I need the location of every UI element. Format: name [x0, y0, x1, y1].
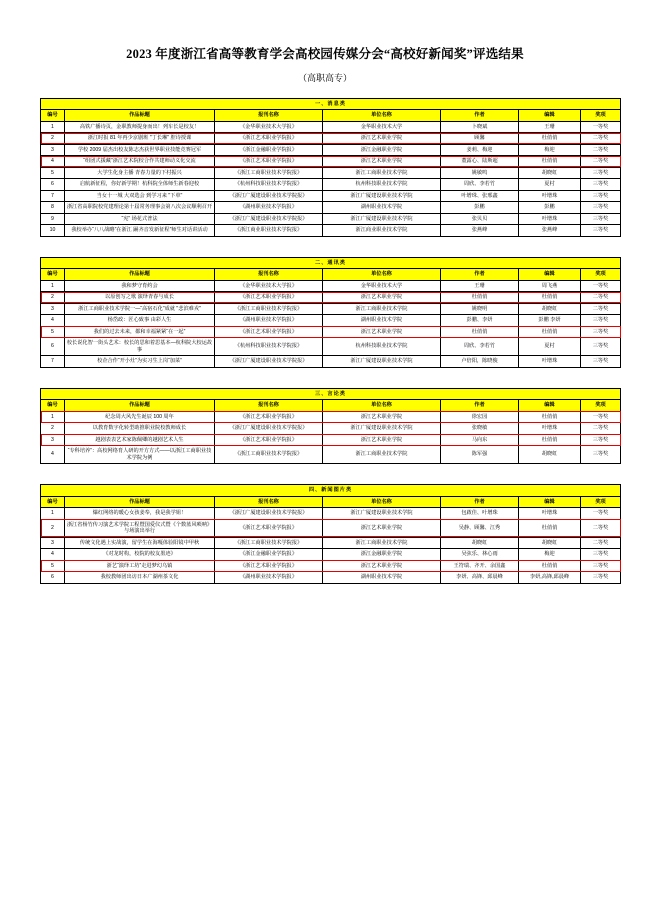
results-table [40, 484, 621, 584]
cell-author: 卢倍阳，陈晓俊 [441, 356, 519, 368]
cell-no: 1 [41, 411, 65, 423]
section-heading: 二、通讯类 [41, 257, 621, 269]
table-row [41, 213, 621, 225]
cell-paper: 《湖州职业技术学院报》 [215, 572, 323, 584]
cell-editor: 胡晓虹 [519, 537, 581, 549]
cell-award: 三等奖 [581, 326, 621, 338]
table-row [41, 549, 621, 561]
award-section [40, 257, 610, 368]
column-header: 编号 [41, 110, 65, 122]
cell-editor: 杜俏俏 [519, 292, 581, 304]
cell-editor: 周飞燕 [519, 280, 581, 292]
cell-editor: 胡晓虹 [519, 167, 581, 179]
cell-paper: 《浙江广厦建设职业技术学院报》 [215, 213, 323, 225]
cell-editor: 彭鹏 [519, 202, 581, 214]
cell-no: 2 [41, 519, 65, 537]
table-row [41, 446, 621, 464]
table-row [41, 144, 621, 156]
cell-editor: 杜俏俏 [519, 434, 581, 446]
cell-author: 彭鹏、李妍 [441, 315, 519, 327]
cell-award: 三等奖 [581, 315, 621, 327]
cell-author: 王珊 [441, 280, 519, 292]
cell-award: 三等奖 [581, 167, 621, 179]
table-row [41, 560, 621, 572]
cell-no: 9 [41, 213, 65, 225]
cell-unit: 浙江艺术职业学院 [323, 326, 441, 338]
cell-editor: 彭鹏 李妍 [519, 315, 581, 327]
cell-unit: 浙江广厦建设职业技术学院 [323, 508, 441, 520]
cell-paper: 《浙江广厦建设职业技术学院报》 [215, 423, 323, 435]
cell-paper: 《浙江艺术职业学院报》 [215, 434, 323, 446]
column-header: 单位名称 [323, 269, 441, 281]
column-header: 编号 [41, 400, 65, 412]
column-header: 编号 [41, 496, 65, 508]
section-heading: 四、新闻图片类 [41, 485, 621, 497]
table-row [41, 133, 621, 145]
column-header: 奖项 [581, 496, 621, 508]
table-row [41, 572, 621, 584]
column-header: 作者 [441, 496, 519, 508]
column-header-row [41, 496, 621, 508]
cell-award: 二等奖 [581, 156, 621, 168]
cell-editor: 夏村 [519, 179, 581, 191]
cell-paper: 《浙江艺术职业学院报》 [215, 156, 323, 168]
cell-unit: 金华职业技术大学 [323, 121, 441, 133]
cell-paper: 《浙江广厦建设职业技术学院报》 [215, 508, 323, 520]
cell-author: 周欣、李若竹 [441, 338, 519, 356]
cell-paper: 《浙江艺术职业学院报》 [215, 292, 323, 304]
cell-editor: 胡晓虹 [519, 303, 581, 315]
table-row [41, 356, 621, 368]
cell-author: 陈军强 [441, 446, 519, 464]
table-row [41, 292, 621, 304]
cell-author: 顾馨 [441, 133, 519, 145]
cell-editor: 杜俏俏 [519, 326, 581, 338]
cell-author: 吴静、顾馨、江秀 [441, 519, 519, 537]
cell-unit: 浙江广厦建设职业技术学院 [323, 423, 441, 435]
cell-no: 3 [41, 144, 65, 156]
column-header: 作者 [441, 110, 519, 122]
cell-title: 学校 2009 届杰出校友陈志杰获世界职业技能竞赛冠军 [65, 144, 215, 156]
cell-award: 二等奖 [581, 292, 621, 304]
cell-no: 2 [41, 292, 65, 304]
table-row [41, 156, 621, 168]
cell-author: 胡晓虹 [441, 537, 519, 549]
sections-container [40, 98, 610, 584]
cell-title: “组团式援藏”浙江艺术院校合作共建师动义化交流 [65, 156, 215, 168]
table-row [41, 167, 621, 179]
cell-title: 启航新征程，你好新学期！杭科院全体师生新春迎校 [65, 179, 215, 191]
cell-no: 3 [41, 434, 65, 446]
cell-title: 纪念周大风先生诞辰 100 周年 [65, 411, 215, 423]
cell-author: 马向东 [441, 434, 519, 446]
cell-award: 二等奖 [581, 423, 621, 435]
cell-award: 三等奖 [581, 190, 621, 202]
cell-paper: 《浙江艺术职业学院报》 [215, 411, 323, 423]
cell-author: 叶增珠、张邢鑫 [441, 190, 519, 202]
cell-no: 2 [41, 423, 65, 435]
column-header: 编辑 [519, 110, 581, 122]
cell-unit: 浙江广厦建设职业技术学院 [323, 356, 441, 368]
cell-unit: 浙江工商职业技术学院 [323, 303, 441, 315]
cell-editor: 梅迎 [519, 144, 581, 156]
cell-no: 6 [41, 179, 65, 191]
cell-award: 一等奖 [581, 508, 621, 520]
cell-title: 浙江工商职业技术学院一—“高宿石化”成就 "悲滨难戎" [65, 303, 215, 315]
results-table [40, 257, 621, 368]
cell-author: 张贝贝 [441, 213, 519, 225]
table-row [41, 423, 621, 435]
cell-unit: 浙江金融职业学院 [323, 549, 441, 561]
cell-award: 二等奖 [581, 519, 621, 537]
column-header: 编辑 [519, 400, 581, 412]
cell-no: 1 [41, 121, 65, 133]
column-header: 报刊名称 [215, 496, 323, 508]
cell-title: 杨岱政：匠心致事 由彩人生 [65, 315, 215, 327]
page-title: 2023 年度浙江省高等教育学会高校园传媒分会“高校好新闻奖”评选结果 [126, 47, 524, 61]
cell-editor: 杜俏俏 [519, 133, 581, 145]
cell-award: 一等奖 [581, 411, 621, 423]
cell-title: 大学生化身主播 青春力量的下村振兴 [65, 167, 215, 179]
cell-award: 二等奖 [581, 133, 621, 145]
cell-editor: 叶增珠 [519, 213, 581, 225]
cell-unit: 浙江工商职业技术学院 [323, 167, 441, 179]
cell-paper: 《浙江艺术职业学院报》 [215, 560, 323, 572]
column-header-row [41, 110, 621, 122]
cell-title: 浙江省杨竹传习演艺术学院工程暨国爱仪式暨《个数蓝风唢呐》与场演出举行 [65, 519, 215, 537]
cell-paper: 《浙江工商职业技术学院报》 [215, 303, 323, 315]
award-section [40, 484, 610, 584]
cell-author: 周欣、李若竹 [441, 179, 519, 191]
column-header: 单位名称 [323, 496, 441, 508]
cell-paper: 《浙江艺术职业学院报》 [215, 326, 323, 338]
cell-no: 2 [41, 133, 65, 145]
cell-author: 董露心、陆斯超 [441, 156, 519, 168]
table-row [41, 303, 621, 315]
cell-paper: 《浙江艺术职业学院报》 [215, 519, 323, 537]
cell-award: 三等奖 [581, 572, 621, 584]
cell-paper: 《浙江工商职业技术学院报》 [215, 446, 323, 464]
cell-editor: 杜俏俏 [519, 156, 581, 168]
cell-author: 姚晓明 [441, 303, 519, 315]
cell-paper: 《杭州科技职业技术学院报》 [215, 338, 323, 356]
cell-title: 浙江省高职院校党建理论第十届常务理事会第八次会议顺利召开 [65, 202, 215, 214]
cell-paper: 《金华职业技术大学报》 [215, 280, 323, 292]
column-header: 作品标题 [65, 110, 215, 122]
cell-author: 李妍、高锋、邱晨峰 [441, 572, 519, 584]
column-header: 奖项 [581, 269, 621, 281]
cell-author: 卜晓斌 [441, 121, 519, 133]
table-row [41, 434, 621, 446]
cell-editor: 杜俏俏 [519, 519, 581, 537]
cell-unit: 浙江艺术职业学院 [323, 133, 441, 145]
table-row [41, 202, 621, 214]
table-row [41, 280, 621, 292]
cell-editor: 张燕峰 [519, 225, 581, 237]
column-header-row [41, 269, 621, 281]
cell-author: 徐宏园 [441, 411, 519, 423]
cell-unit: 浙江艺术职业学院 [323, 560, 441, 572]
cell-award: 三等奖 [581, 356, 621, 368]
column-header: 编辑 [519, 496, 581, 508]
column-header: 作者 [441, 269, 519, 281]
column-header: 作品标题 [65, 269, 215, 281]
cell-no: 4 [41, 315, 65, 327]
cell-award: 二等奖 [581, 144, 621, 156]
cell-award: 三等奖 [581, 213, 621, 225]
cell-editor: 叶增珠 [519, 356, 581, 368]
cell-unit: 湖州职业技术学院 [323, 315, 441, 327]
cell-award: 三等奖 [581, 560, 621, 572]
cell-title: 校企合作“开小灶”为实习生上岗“加菜” [65, 356, 215, 368]
cell-title: 当女十一城 大双选会 到学习来 "下单" [65, 190, 215, 202]
column-header: 报刊名称 [215, 400, 323, 412]
cell-author: 张晓敏 [441, 423, 519, 435]
cell-unit: 湖州职业技术学院 [323, 202, 441, 214]
cell-unit: 浙江广厦建设职业技术学院 [323, 213, 441, 225]
cell-title: “宪” 场花式普法 [65, 213, 215, 225]
cell-author: 包啟佳、叶增珠 [441, 508, 519, 520]
cell-author: 王符瑞、齐开、余国鑫 [441, 560, 519, 572]
column-header: 单位名称 [323, 110, 441, 122]
cell-unit: 浙江工商职业技术学院 [323, 537, 441, 549]
cell-no: 7 [41, 190, 65, 202]
cell-title: 以原创写之歌 演绎青春与成长 [65, 292, 215, 304]
cell-award: 三等奖 [581, 338, 621, 356]
column-header: 编辑 [519, 269, 581, 281]
table-row [41, 411, 621, 423]
column-header: 作品标题 [65, 496, 215, 508]
cell-unit: 浙江广厦建设职业技术学院 [323, 190, 441, 202]
column-header: 作品标题 [65, 400, 215, 412]
cell-award: 二等奖 [581, 537, 621, 549]
cell-editor: 叶增珠 [519, 423, 581, 435]
column-header: 编号 [41, 269, 65, 281]
cell-title: 传统文化遇上实战演，留学生在海嘎体验阳镜中甲秋 [65, 537, 215, 549]
cell-no: 1 [41, 280, 65, 292]
cell-award: 三等奖 [581, 434, 621, 446]
cell-unit: 湖州职业技术学院 [323, 572, 441, 584]
cell-no: 10 [41, 225, 65, 237]
cell-editor: 李妍,高锋,邱晨峰 [519, 572, 581, 584]
cell-title: 浙江时报 81 年再少京剧班 "丁长琳" 腔诗授课 [65, 133, 215, 145]
cell-award: 一等奖 [581, 280, 621, 292]
cell-title: 校长说化智一街头艺术：校长的思和着思基本—杭科院大校运故事 [65, 338, 215, 356]
cell-editor: 王珊 [519, 121, 581, 133]
cell-award: 三等奖 [581, 549, 621, 561]
table-row [41, 338, 621, 356]
cell-no: 7 [41, 356, 65, 368]
table-row [41, 508, 621, 520]
page-subtitle: （高职高专） [297, 72, 352, 83]
cell-editor: 夏村 [519, 338, 581, 356]
cell-award: 二等奖 [581, 303, 621, 315]
cell-title: 越剧表表艺术家陈佩卿的越剧艺术人生 [65, 434, 215, 446]
cell-unit: 浙江艺术职业学院 [323, 292, 441, 304]
column-header: 报刊名称 [215, 110, 323, 122]
cell-title: 《对龙时构，校院的校友墨迹》 [65, 549, 215, 561]
cell-editor: 梅迎 [519, 549, 581, 561]
cell-award: 三等奖 [581, 179, 621, 191]
cell-author: 杜俏俏 [441, 326, 519, 338]
cell-paper: 《浙江金融职业学院报》 [215, 549, 323, 561]
cell-editor: 杜俏俏 [519, 560, 581, 572]
cell-unit: 浙江艺术职业学院 [323, 434, 441, 446]
cell-title: “专科培养”：高校网络育人研的开方方式——以浙江工商职业技术学院为例 [65, 446, 215, 464]
cell-no: 5 [41, 560, 65, 572]
cell-editor: 杜俏俏 [519, 411, 581, 423]
cell-no: 3 [41, 303, 65, 315]
table-row [41, 121, 621, 133]
cell-author: 张燕峰 [441, 225, 519, 237]
cell-no: 5 [41, 326, 65, 338]
award-section [40, 388, 610, 465]
results-table [40, 388, 621, 465]
cell-title: 我们的过去未来，都和幸福紧紧“在一起” [65, 326, 215, 338]
cell-unit: 浙江金融职业学院 [323, 144, 441, 156]
table-row [41, 315, 621, 327]
table-row [41, 190, 621, 202]
table-row [41, 179, 621, 191]
cell-paper: 《浙江金融职业学院报》 [215, 144, 323, 156]
cell-title: 浙艺“演绎工坊”走进梦幻乌镇 [65, 560, 215, 572]
section-heading-row [41, 98, 621, 110]
cell-author: 姚敏鸣 [441, 167, 519, 179]
cell-title: 高铁广播诗页，金职教师提身而出！列车长是校友！ [65, 121, 215, 133]
cell-editor: 叶增珠 [519, 508, 581, 520]
cell-author: 吴弦乐、林心雨 [441, 549, 519, 561]
cell-paper: 《浙江广厦建设职业技术学院报》 [215, 190, 323, 202]
section-heading-row [41, 485, 621, 497]
cell-no: 6 [41, 338, 65, 356]
cell-paper: 《浙江商业职业技术学院报》 [215, 225, 323, 237]
cell-author: 姜莉、梅迎 [441, 144, 519, 156]
cell-paper: 《湖州职业技术学院报》 [215, 315, 323, 327]
results-table [40, 98, 621, 237]
cell-award: 三等奖 [581, 225, 621, 237]
cell-paper: 《杭州科技职业技术学院报》 [215, 179, 323, 191]
section-heading: 三、言论类 [41, 388, 621, 400]
cell-title: 我和梦守育约会 [65, 280, 215, 292]
column-header: 报刊名称 [215, 269, 323, 281]
cell-paper: 《浙江艺术职业学院报》 [215, 133, 323, 145]
column-header-row [41, 400, 621, 412]
cell-title: 爆红网络的暖心女孩姜奉，我是我学姐！ [65, 508, 215, 520]
cell-no: 4 [41, 446, 65, 464]
table-row [41, 225, 621, 237]
cell-unit: 浙江工商职业技术学院 [323, 446, 441, 464]
cell-no: 3 [41, 537, 65, 549]
cell-unit: 浙江艺术职业学院 [323, 519, 441, 537]
award-section [40, 98, 610, 237]
cell-unit: 浙江艺术职业学院 [323, 156, 441, 168]
cell-no: 6 [41, 572, 65, 584]
cell-editor: 叶增珠 [519, 190, 581, 202]
cell-award: 三等奖 [581, 202, 621, 214]
cell-unit: 浙江商业职业技术学院 [323, 225, 441, 237]
cell-unit: 杭州科技职业技术学院 [323, 179, 441, 191]
column-header: 奖项 [581, 110, 621, 122]
section-heading-row [41, 388, 621, 400]
cell-paper: 《浙江工商职业技术学院报》 [215, 167, 323, 179]
cell-title: 以教育数字化转型助推职业院校教师成长 [65, 423, 215, 435]
cell-no: 8 [41, 202, 65, 214]
cell-paper: 《浙江广厦建设职业技术学院报》 [215, 356, 323, 368]
cell-award: 三等奖 [581, 446, 621, 464]
cell-unit: 浙江艺术职业学院 [323, 411, 441, 423]
table-row [41, 537, 621, 549]
column-header: 作者 [441, 400, 519, 412]
cell-award: 一等奖 [581, 121, 621, 133]
table-row [41, 326, 621, 338]
cell-no: 1 [41, 508, 65, 520]
column-header: 奖项 [581, 400, 621, 412]
cell-no: 5 [41, 167, 65, 179]
cell-paper: 《浙江工商职业技术学院报》 [215, 537, 323, 549]
cell-paper: 《湖州职业技术学院报》 [215, 202, 323, 214]
cell-no: 4 [41, 156, 65, 168]
cell-author: 杜俏俏 [441, 292, 519, 304]
cell-unit: 杭州科技职业技术学院 [323, 338, 441, 356]
column-header: 单位名称 [323, 400, 441, 412]
cell-title: 我校举办“八八战略”在浙江 踊齐音发新征程”师生对话讲活动 [65, 225, 215, 237]
section-heading: 一、消息类 [41, 98, 621, 110]
table-row [41, 519, 621, 537]
cell-author: 彭鹏 [441, 202, 519, 214]
cell-paper: 《金华职业技术大学报》 [215, 121, 323, 133]
cell-no: 4 [41, 549, 65, 561]
cell-editor: 胡晓虹 [519, 446, 581, 464]
section-heading-row [41, 257, 621, 269]
cell-title: 我校教师团出访日本广湖州茶文化 [65, 572, 215, 584]
cell-unit: 金华职业技术大学 [323, 280, 441, 292]
